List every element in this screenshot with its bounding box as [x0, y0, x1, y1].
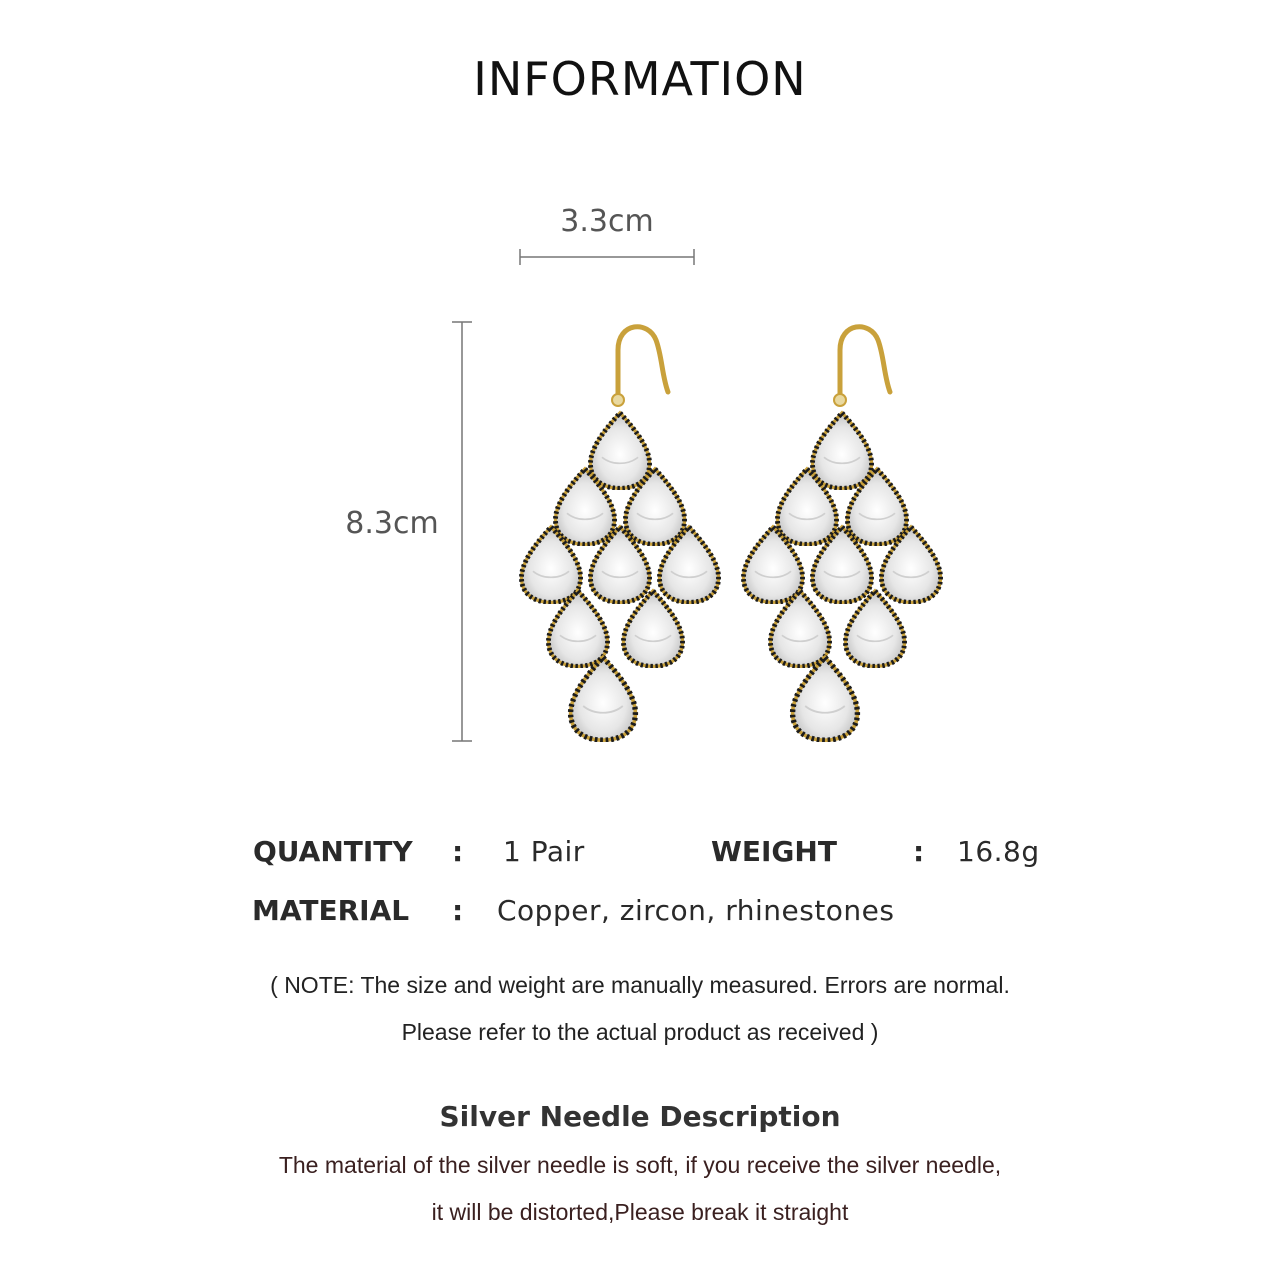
quantity-colon: : — [452, 835, 464, 868]
material-label: MATERIAL — [252, 894, 410, 927]
needle-description-line-1: The material of the silver needle is soft, if you receive the silver needle, — [278, 1152, 1002, 1178]
material-value: Copper, zircon, rhinestones — [497, 894, 895, 927]
left-earring — [521, 327, 718, 740]
width-dimension-label: 3.3cm — [560, 204, 654, 239]
needle-description-title: Silver Needle Description — [439, 1100, 841, 1133]
needle-description-line-2: it will be distorted,Please break it straight — [431, 1199, 849, 1225]
height-dimension-line — [448, 318, 476, 746]
note-line-2: Please refer to the actual product as received ) — [401, 1019, 879, 1045]
page-title: INFORMATION — [473, 52, 807, 106]
quantity-value: 1 Pair — [503, 835, 585, 868]
weight-value: 16.8g — [957, 835, 1040, 868]
right-earring — [743, 327, 940, 740]
earrings-image — [500, 310, 960, 760]
note-line-1: ( NOTE: The size and weight are manually measured. Errors are normal. — [270, 972, 1010, 998]
material-colon: : — [452, 894, 464, 927]
weight-colon: : — [913, 835, 925, 868]
height-dimension-label: 8.3cm — [345, 506, 439, 541]
width-dimension-line — [515, 245, 699, 269]
quantity-label: QUANTITY — [253, 835, 413, 868]
weight-label: WEIGHT — [711, 835, 837, 868]
